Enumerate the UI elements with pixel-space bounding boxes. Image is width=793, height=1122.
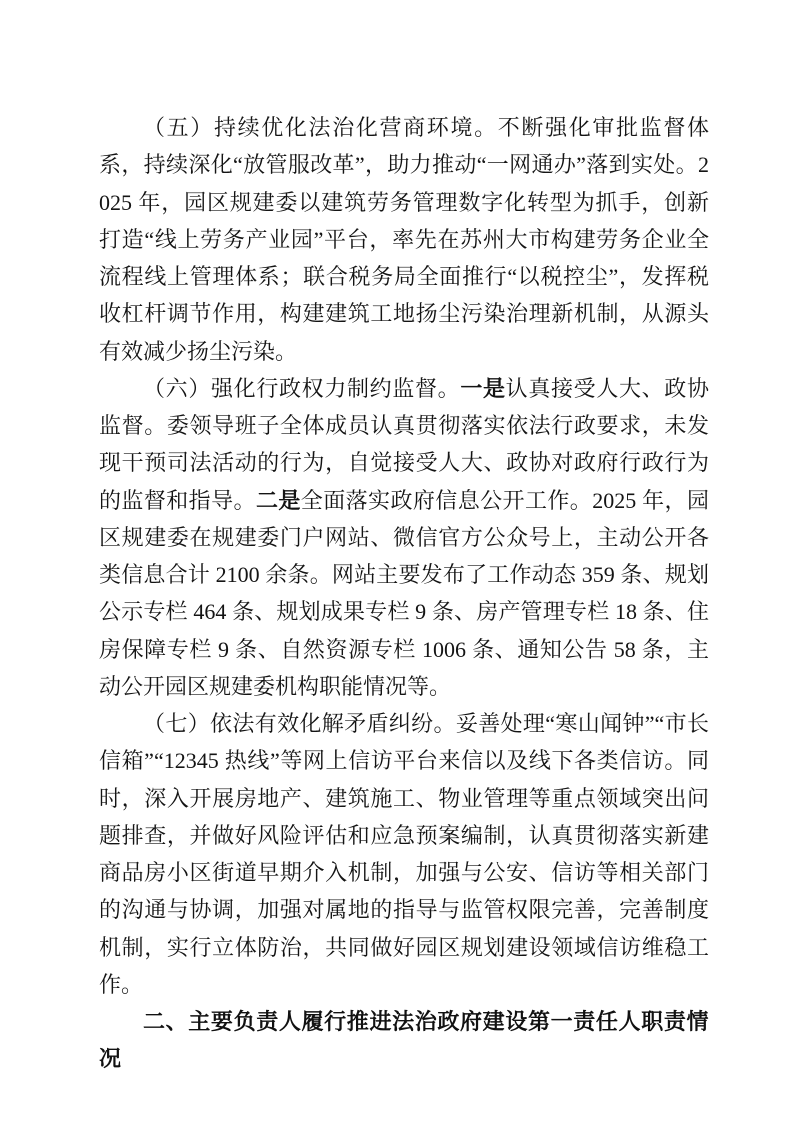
section-6-marker-first: 一是: [460, 375, 506, 401]
paragraph-section-5: [99, 109, 709, 370]
section-6-body-text-2: 全面落实政府信息公开工作。2025 年，园区规建委在规建委门户网站、微信官方公众号上，主动公开各类信息合计 2100 余条。网站主要发布了工作动态 359 条、规划公示专栏 464 条、规划成果专栏 9 条、房产管理专栏 18 条、住房保障专栏 9 条、自然资源专栏 1006 条、通知公告 58 条，主动公开园区规建委机构职能情况等。: [99, 487, 709, 699]
section-5-lead: （五）持续优化法治化营商环境。: [143, 115, 498, 140]
paragraph-section-6: [99, 370, 709, 705]
section-7-lead: （七）依法有效化解矛盾纠纷。: [143, 711, 456, 736]
document-body: [99, 109, 709, 1078]
section-6-lead: （六）强化行政权力制约监督。: [143, 375, 461, 401]
section-heading-2: 二、主要负责人履行推进法治政府建设第一责任人职责情况: [99, 1009, 709, 1072]
section-5-body-text: 不断强化审批监督体系，持续深化“放管服改革”，助力推动“一网通办”落到实处。2025 年，园区规建委以建筑劳务管理数字化转型为抓手，创新打造“线上劳务产业园”平台，率先在苏州大市构建劳务企业全流程线上管理体系；联合税务局全面推行“以税控尘”，发挥税收杠杆调节作用，构建建筑工地扬尘污染治理新机制，从源头有效减少扬尘污染。: [99, 115, 709, 364]
paragraph-section-7: [99, 705, 709, 1003]
section-6-body-text-1: 认真接受人大、政协监督。委领导班子全体成员认真贯彻落实依法行政要求，未发现干预司法活动的行为，自觉接受人大、政协对政府行政行为的监督和指导。: [99, 375, 709, 513]
section-6-marker-second: 二是: [255, 487, 301, 513]
section-7-body-text: 妥善处理“寒山闻钟”“市长信箱”“12345 热线”等网上信访平台来信以及线下各类信访。同时，深入开展房地产、建筑施工、物业管理等重点领域突出问题排查，并做好风险评估和应急预案编制，认真贯彻落实新建商品房小区街道早期介入机制，加强与公安、信访等相关部门的沟通与协调，加强对属地的指导与监管权限完善，完善制度机制，实行立体防治，共同做好园区规划建设领域信访维稳工作。: [99, 711, 709, 997]
